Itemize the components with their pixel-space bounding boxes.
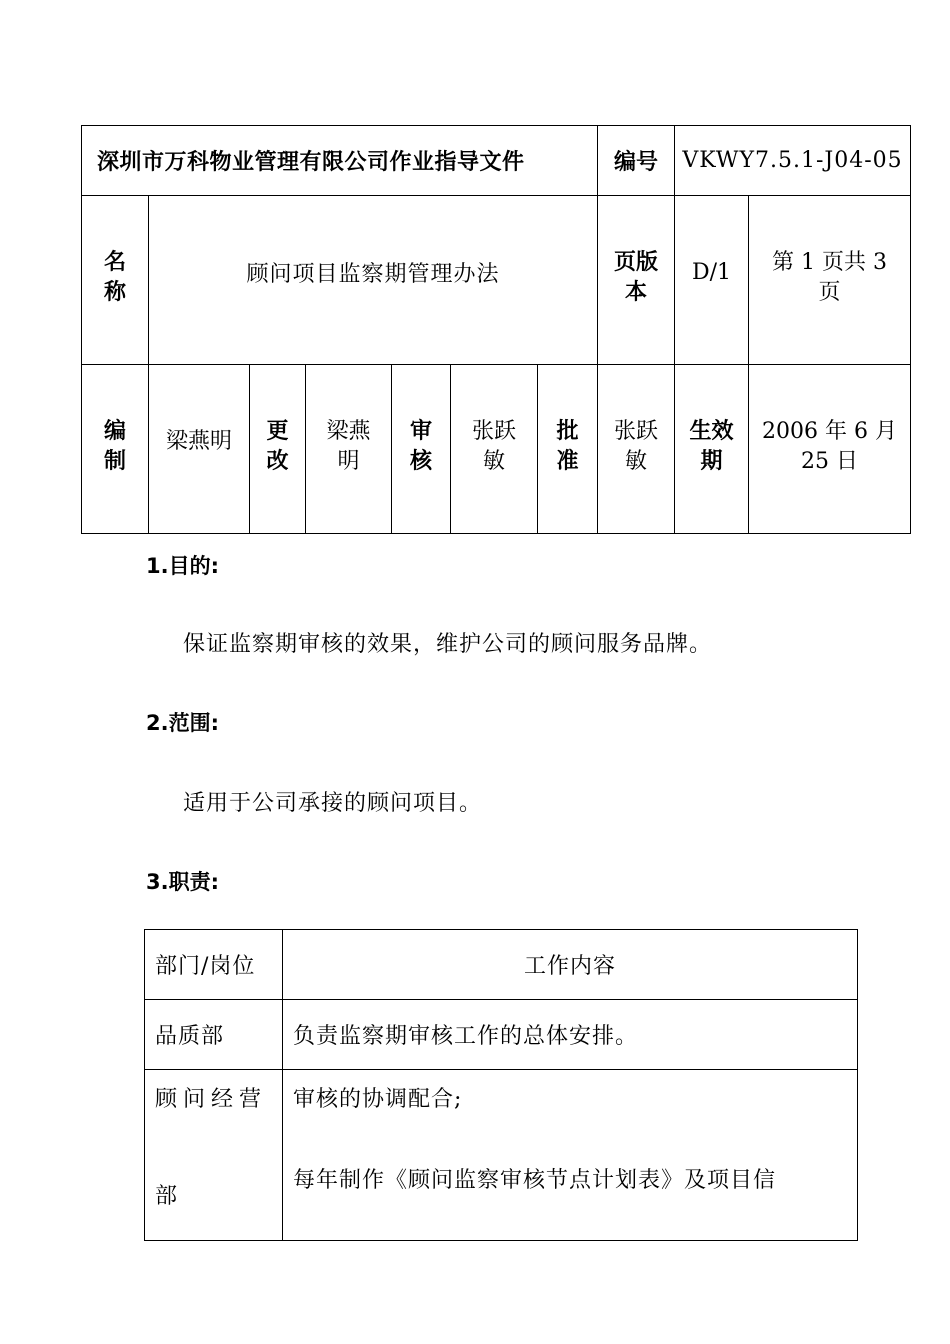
name-label: 名 称 xyxy=(82,196,149,365)
duty-col-content: 工作内容 xyxy=(283,930,858,1000)
purpose-heading: 1.目的: xyxy=(146,554,219,578)
reviewer-name: 张跃 敏 xyxy=(451,365,538,534)
duty-col-dept: 部门/岗位 xyxy=(145,930,283,1000)
page-info: 第 1 页共 3 页 xyxy=(749,196,911,365)
purpose-body: 保证监察期审核的效果，维护公司的顾问服务品牌。 xyxy=(183,632,713,657)
change-label: 更 改 xyxy=(250,365,306,534)
company-title: 深圳市万科物业管理有限公司作业指导文件 xyxy=(82,126,598,196)
effective-date: 2006 年 6 月 25 日 xyxy=(749,365,911,534)
table-row xyxy=(145,1000,858,1070)
approve-label: 批 准 xyxy=(538,365,598,534)
duty-dept: 品质部 xyxy=(145,1000,283,1070)
document-name: 顾问项目监察期管理办法 xyxy=(149,196,598,365)
approver-name: 张跃 敏 xyxy=(598,365,675,534)
compiler-name: 梁燕明 xyxy=(149,365,250,534)
compile-label: 编 制 xyxy=(82,365,149,534)
duty-heading: 3.职责: xyxy=(146,870,219,894)
duty-content: 负责监察期审核工作的总体安排。 xyxy=(283,1000,858,1070)
duty-content: 审核的协调配合; 每年制作《顾问监察审核节点计划表》及项目信 xyxy=(283,1070,858,1241)
effective-label: 生效 期 xyxy=(675,365,749,534)
document-header-table xyxy=(81,125,911,534)
duty-dept: 顾问经营 部 xyxy=(145,1070,283,1241)
changer-name: 梁燕 明 xyxy=(306,365,392,534)
scope-body: 适用于公司承接的顾问项目。 xyxy=(183,791,483,816)
number-label: 编号 xyxy=(598,126,675,196)
page-version-label: 页版 本 xyxy=(598,196,675,365)
review-label: 审 核 xyxy=(392,365,451,534)
scope-heading: 2.范围: xyxy=(146,711,219,735)
number-value: VKWY7.5.1-J04-05 xyxy=(675,126,911,196)
version-value: D/1 xyxy=(675,196,749,365)
table-row xyxy=(145,1070,858,1241)
duty-table xyxy=(144,929,858,1241)
